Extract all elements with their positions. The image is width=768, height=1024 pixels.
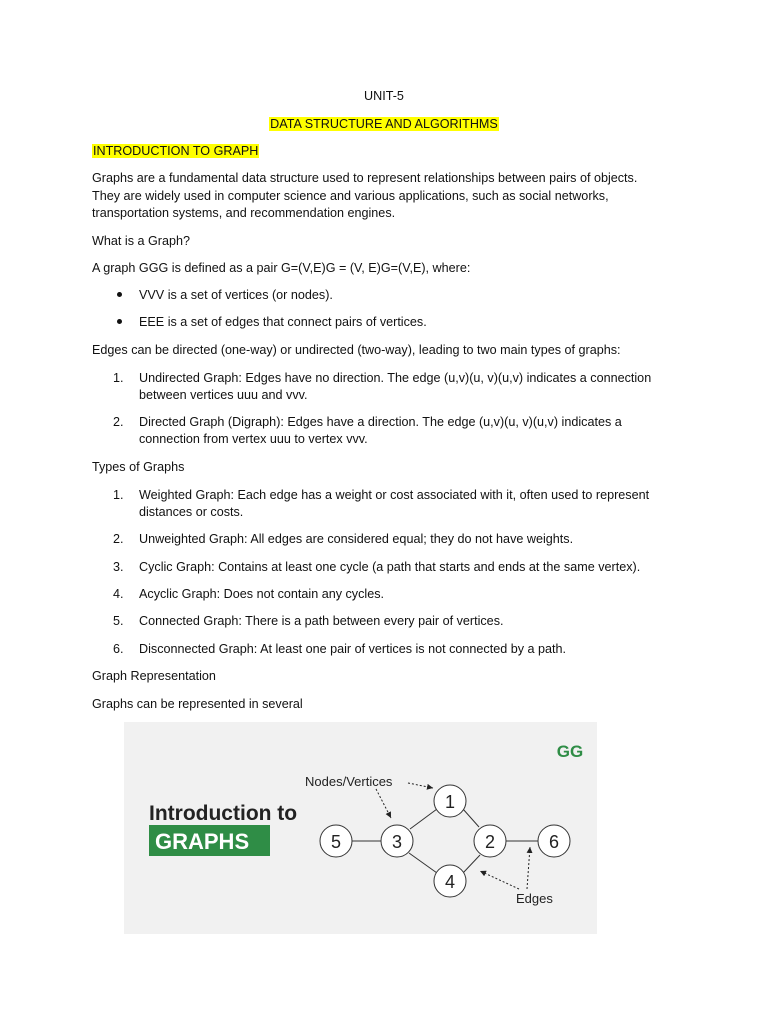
undirected-line-2: between vertices uuu and vvv. xyxy=(139,388,308,402)
list-number: 6. xyxy=(113,642,124,656)
arrow-to-edge-4-2 xyxy=(480,871,519,889)
unit-heading: UNIT-5 xyxy=(364,89,404,103)
acyclic-line: Acyclic Graph: Does not contain any cycles. xyxy=(139,587,384,601)
weighted-line-2: distances or costs. xyxy=(139,505,244,519)
intro-line-2: They are widely used in computer science and various applications, such as social networks, xyxy=(92,189,609,203)
bullet-item-edges: EEE is a set of edges that connect pairs of vertices. xyxy=(139,315,427,329)
directed-line-2: connection from vertex uuu to vertex vvv. xyxy=(139,432,368,446)
subject-title xyxy=(0,116,768,134)
definition-line: A graph GGG is defined as a pair G=(V,E)G = (V, E)G=(V,E), where: xyxy=(92,261,471,275)
bullet-marker xyxy=(117,292,122,297)
figure-title-line-2: GRAPHS xyxy=(155,829,250,854)
graph-node-1 xyxy=(434,785,466,817)
list-number: 5. xyxy=(113,614,124,628)
intro-line-1: Graphs are a fundamental data structure used to represent relationships between pairs of objects. xyxy=(92,171,638,185)
graph-node-6 xyxy=(538,825,570,857)
edge-3-1 xyxy=(410,809,437,829)
arrow-to-edge-2-6 xyxy=(527,847,530,889)
node-label: 2 xyxy=(484,832,496,852)
graph-node-4 xyxy=(434,865,466,897)
edge-3-4 xyxy=(409,853,437,873)
nodes-vertices-label: Nodes/Vertices xyxy=(305,774,393,789)
edge-1-2 xyxy=(463,809,479,827)
node-label: 6 xyxy=(548,832,560,852)
disconnected-line: Disconnected Graph: At least one pair of vertices is not connected by a path. xyxy=(139,642,567,656)
representation-heading: Graph Representation xyxy=(92,669,216,683)
figure-title-line-1: Introduction to xyxy=(149,802,298,825)
graph-node-5 xyxy=(320,825,352,857)
section-title-text: INTRODUCTION TO GRAPH xyxy=(93,144,259,158)
what-is-heading: What is a Graph? xyxy=(92,234,190,248)
node-label: 5 xyxy=(330,832,342,852)
list-number: 1. xyxy=(113,488,124,502)
connected-line: Connected Graph: There is a path between every pair of vertices. xyxy=(139,614,504,628)
graph-intro-figure xyxy=(124,722,597,934)
undirected-line-1: Undirected Graph: Edges have no direction. The edge (u,v)(u, v)(u,v) indicates a connection xyxy=(139,371,652,385)
representation-line: Graphs can be represented in several xyxy=(92,697,303,711)
graph-illustration xyxy=(124,722,597,934)
bullet-marker xyxy=(117,319,122,324)
graph-node-3 xyxy=(381,825,413,857)
svg-text:GG: GG xyxy=(556,742,584,761)
cyclic-line: Cyclic Graph: Contains at least one cycle (a path that starts and ends at the same vertex). xyxy=(139,560,641,574)
arrow-to-node-3 xyxy=(376,789,391,818)
edge-4-2 xyxy=(463,855,480,873)
edges-line: Edges can be directed (one-way) or undirected (two-way), leading to two main types of graphs: xyxy=(92,343,621,357)
unweighted-line: Unweighted Graph: All edges are considered equal; they do not have weights. xyxy=(139,532,574,546)
node-label: 3 xyxy=(391,832,403,852)
section-title xyxy=(92,143,259,161)
types-heading: Types of Graphs xyxy=(92,460,185,474)
node-label: 1 xyxy=(444,792,456,812)
graph-node-2 xyxy=(474,825,506,857)
intro-line-3: transportation systems, and recommendation engines. xyxy=(92,206,396,220)
list-number: 1. xyxy=(113,371,124,385)
subject-title-text: DATA STRUCTURE AND ALGORITHMS xyxy=(270,117,498,131)
arrow-to-node-1 xyxy=(408,783,433,788)
list-number: 4. xyxy=(113,587,124,601)
list-number: 3. xyxy=(113,560,124,574)
edges-label: Edges xyxy=(516,891,553,906)
node-label: 4 xyxy=(444,872,456,892)
list-number: 2. xyxy=(113,532,124,546)
graph-edges xyxy=(352,809,539,873)
directed-line-1: Directed Graph (Digraph): Edges have a direction. The edge (u,v)(u, v)(u,v) indicates a xyxy=(139,415,622,429)
weighted-line-1: Weighted Graph: Each edge has a weight or cost associated with it, often used to represent xyxy=(139,488,650,502)
list-number: 2. xyxy=(113,415,124,429)
logo-icon xyxy=(557,742,583,761)
bullet-item-vertices: VVV is a set of vertices (or nodes). xyxy=(139,288,333,302)
